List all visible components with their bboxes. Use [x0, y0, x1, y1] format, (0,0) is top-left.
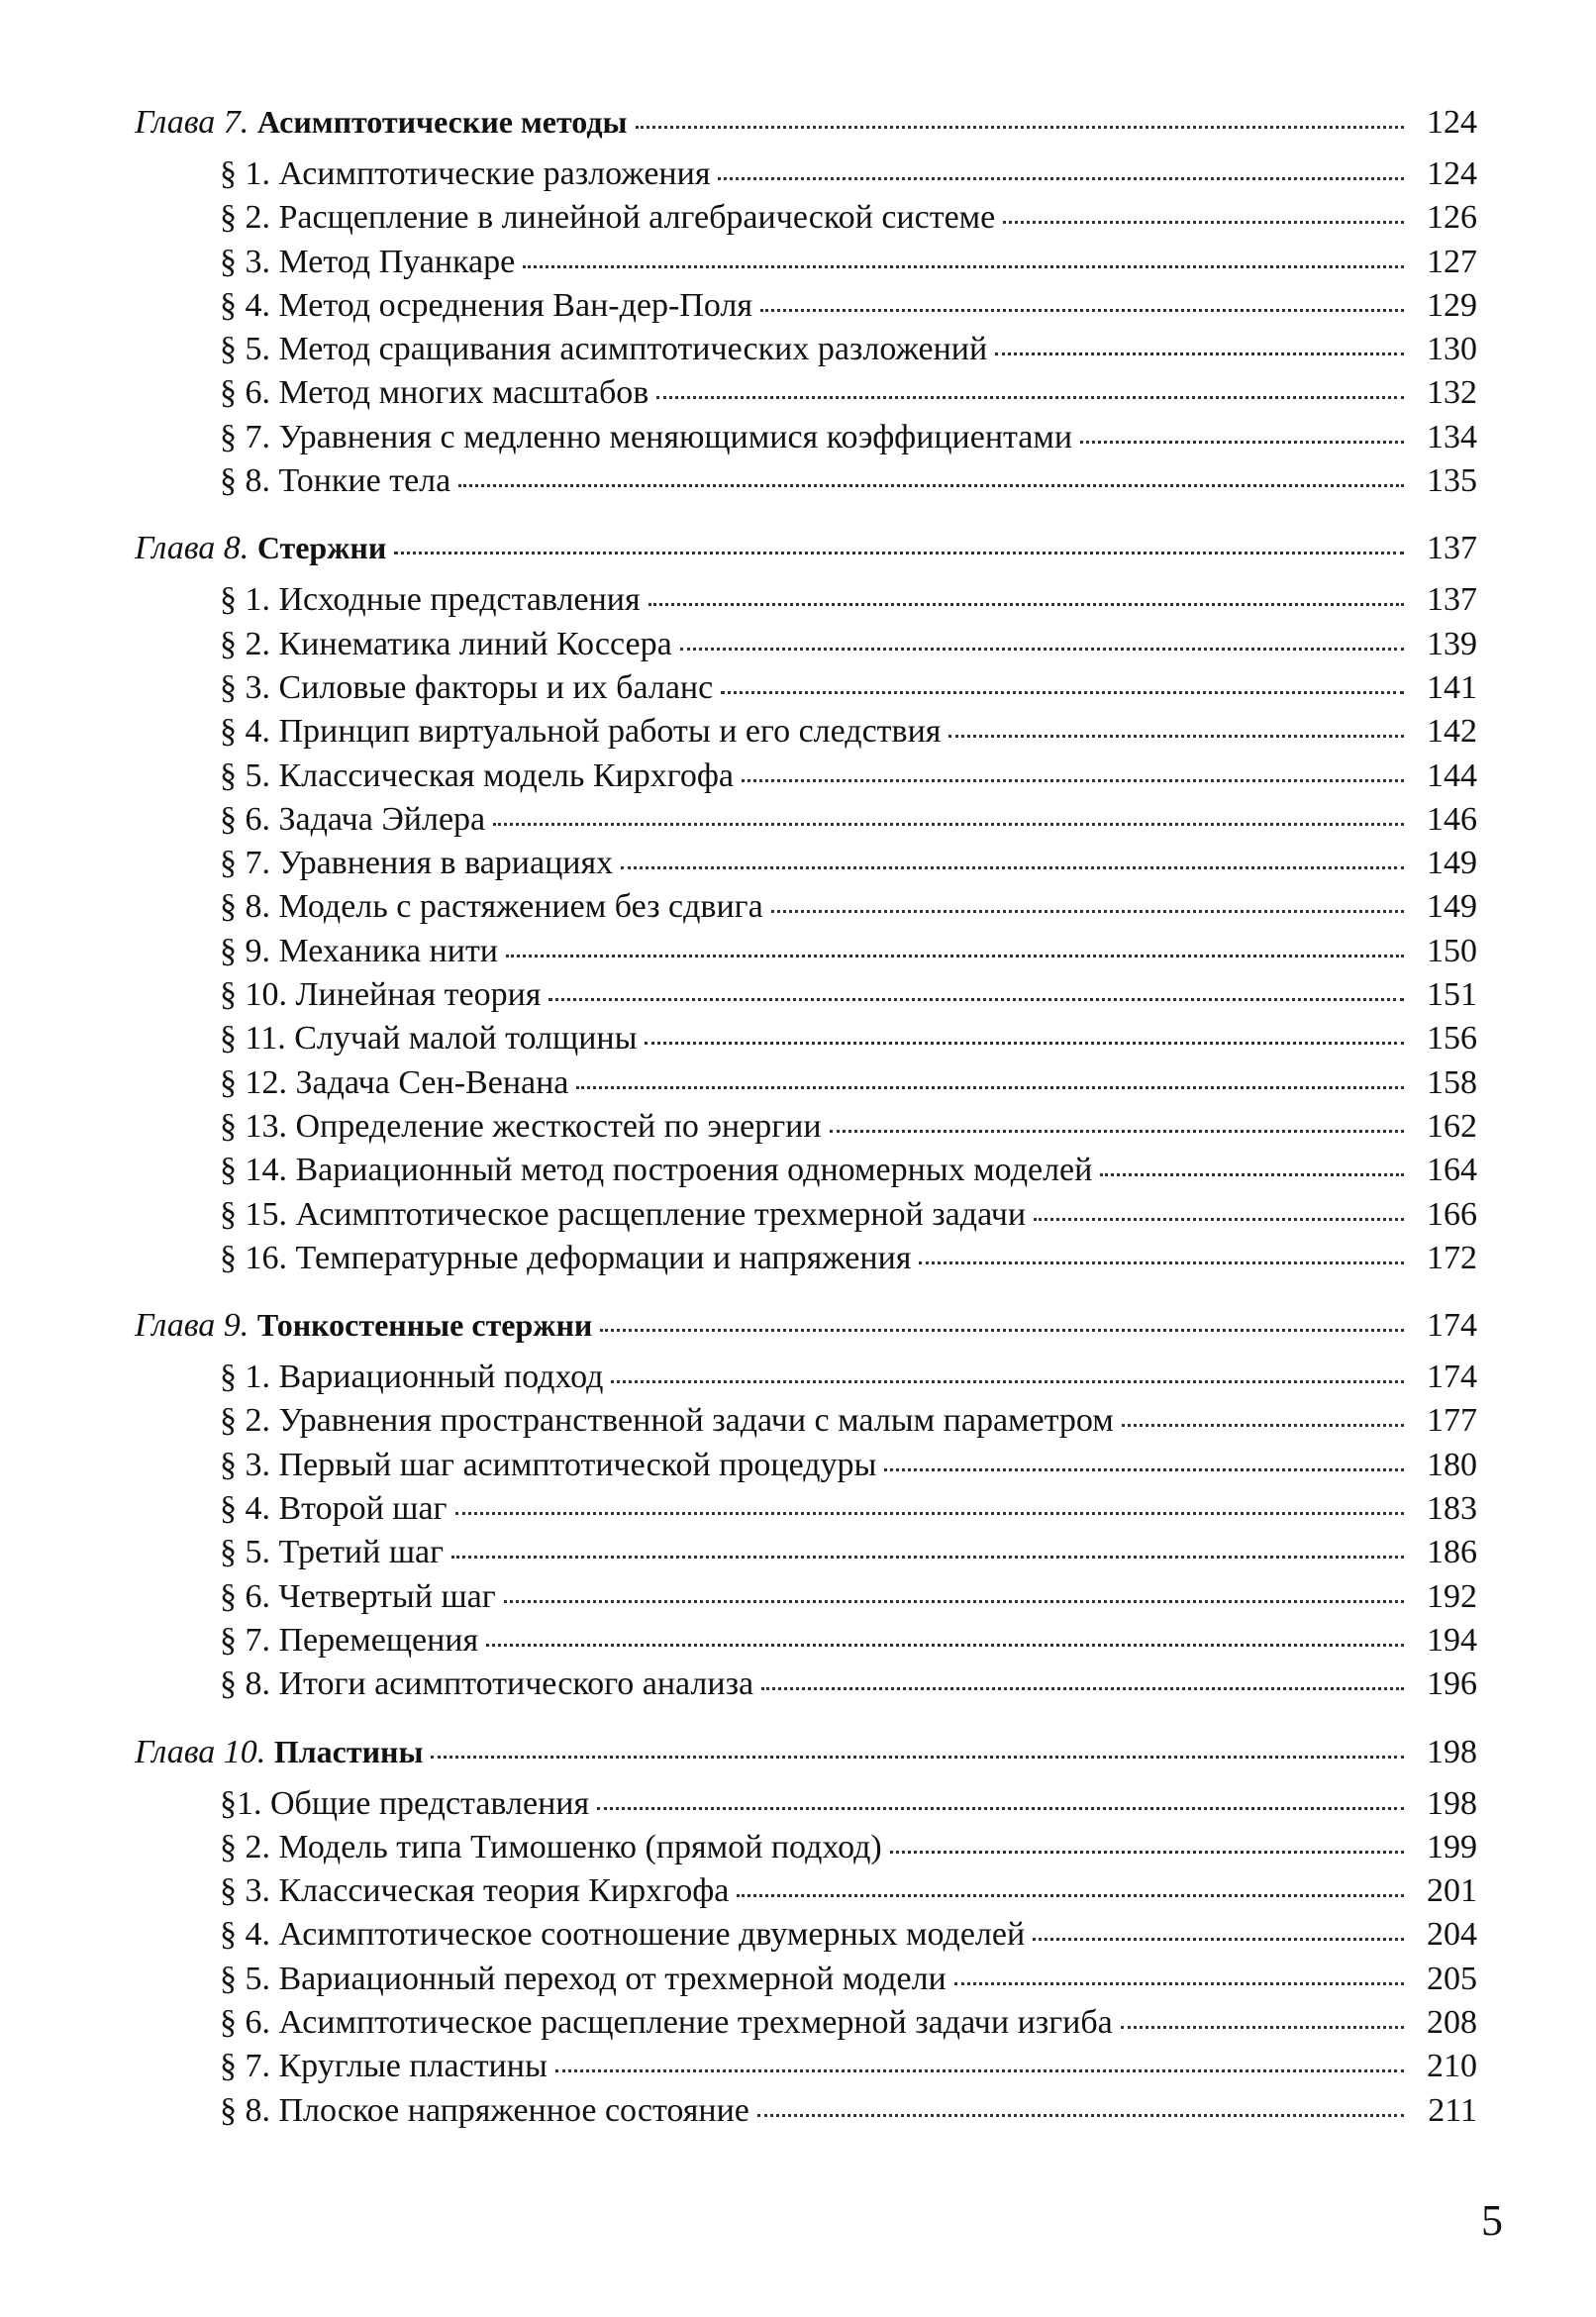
section-label [220, 973, 541, 1017]
section-entry [135, 842, 1477, 885]
section-entry [135, 1826, 1477, 1869]
dot-leader [451, 1554, 1404, 1559]
section-number: § 3. [220, 668, 270, 706]
section-page: 208 [1427, 2003, 1477, 2041]
section-entry [135, 241, 1477, 284]
section-page: 210 [1427, 2048, 1477, 2085]
section-entry [135, 798, 1477, 842]
section-number: § 4. [220, 713, 270, 751]
section-label [220, 1575, 496, 1619]
section-title: Третий шаг [278, 1534, 445, 1571]
section-entry [135, 1356, 1477, 1399]
section-entry [135, 710, 1477, 754]
section-title: Метод осреднения Ван-дер-Поля [278, 286, 753, 324]
section-number: § 12. [220, 1063, 287, 1101]
section-label [220, 798, 485, 842]
section-title: Исходные представления [278, 581, 641, 619]
section-number: § 5. [220, 1960, 270, 1997]
section-number: § 13. [220, 1107, 287, 1145]
chapter-block [135, 517, 1477, 1280]
dot-leader [830, 1128, 1404, 1133]
section-entry [135, 666, 1477, 710]
section-title: Асимптотические разложения [278, 155, 711, 192]
dot-leader [890, 1849, 1404, 1854]
dot-leader [458, 482, 1404, 487]
section-page: 186 [1427, 1534, 1477, 1571]
section-title: Метод многих масштабов [278, 374, 649, 412]
page-number: 5 [1481, 2196, 1503, 2245]
section-entry [135, 1958, 1477, 2001]
table-of-contents [135, 91, 1477, 2147]
dot-leader [493, 821, 1404, 826]
section-number: § 3. [220, 1446, 270, 1483]
section-title: Задача Эйлера [278, 800, 486, 838]
section-label [220, 1149, 1092, 1192]
section-entry [135, 930, 1477, 973]
section-title: Уравнения с медленно меняющимися коэффициентами [278, 418, 1073, 455]
section-title: Модель типа Тимошенко (прямой подход) [278, 1828, 882, 1865]
dot-leader [600, 1327, 1404, 1332]
section-label [220, 666, 713, 710]
dot-leader [636, 124, 1405, 129]
dot-leader [761, 1685, 1404, 1690]
section-page: 174 [1427, 1359, 1477, 1396]
section-number: § 8. [220, 462, 270, 500]
section-label [220, 459, 450, 503]
section-page: 151 [1427, 976, 1477, 1014]
section-title: Тонкие тела [278, 462, 451, 500]
section-page: 162 [1427, 1107, 1477, 1145]
dot-leader [1122, 1422, 1404, 1427]
section-number: § 1. [220, 155, 270, 192]
section-page: 150 [1427, 932, 1477, 969]
section-page: 134 [1427, 418, 1477, 455]
section-title: Классическая модель Кирхгофа [278, 756, 734, 794]
section-number: § 15. [220, 1195, 287, 1233]
section-page: 204 [1427, 1916, 1477, 1954]
section-page: 201 [1427, 1872, 1477, 1910]
section-title: Второй шаг [278, 1490, 448, 1528]
chapter-number: Глава 10. [135, 1733, 266, 1770]
dot-leader [1033, 1936, 1404, 1941]
section-title: Уравнения пространственной задачи с малым параметром [278, 1402, 1114, 1440]
section-number: § 2. [220, 625, 270, 662]
dot-leader [954, 1980, 1404, 1985]
section-page: 132 [1427, 374, 1477, 412]
dot-leader [394, 550, 1404, 554]
section-title: Уравнения в вариациях [278, 845, 614, 882]
section-label [220, 623, 672, 666]
section-label [220, 1237, 911, 1280]
section-title: Принцип виртуальной работы и его следствия [278, 713, 942, 751]
dot-leader [455, 1510, 1405, 1515]
chapter-title: Тонкостенные стержни [256, 1307, 593, 1344]
section-entry [135, 2089, 1477, 2133]
section-label [220, 2045, 548, 2088]
chapter-label [135, 1721, 423, 1783]
section-label [220, 842, 613, 885]
chapter-block [135, 91, 1477, 503]
section-page: 127 [1427, 243, 1477, 280]
chapter-heading [135, 1721, 1477, 1782]
section-entry [135, 885, 1477, 929]
dot-leader [576, 1084, 1404, 1089]
section-title: Асимптотическое расщепление трехмерной задачи изгиба [278, 2003, 1113, 2041]
section-title: Механика нити [278, 932, 498, 969]
section-entry [135, 2045, 1477, 2088]
section-number: § 4. [220, 1916, 270, 1954]
section-number: § 7. [220, 2048, 270, 2085]
section-label [220, 1913, 1025, 1957]
dot-leader [737, 1892, 1404, 1897]
section-page: 124 [1427, 155, 1477, 192]
section-label [220, 578, 641, 622]
section-page: 139 [1427, 625, 1477, 662]
section-entry [135, 1913, 1477, 1957]
section-number: § 6. [220, 1577, 270, 1615]
chapter-label [135, 517, 386, 579]
section-number: § 11. [220, 1020, 286, 1058]
section-number: § 6. [220, 800, 270, 838]
section-number: § 6. [220, 374, 270, 412]
section-number: § 16. [220, 1239, 287, 1276]
section-entry [135, 1619, 1477, 1662]
chapter-page: 137 [1427, 530, 1477, 567]
section-entry [135, 1237, 1477, 1280]
section-number: § 4. [220, 286, 270, 324]
section-page: 135 [1427, 462, 1477, 500]
dot-leader [718, 175, 1404, 180]
chapter-heading [135, 1294, 1477, 1356]
dot-leader [656, 394, 1404, 399]
section-label [220, 2001, 1113, 2045]
section-title: Общие представления [270, 1784, 590, 1822]
section-label [220, 1619, 478, 1662]
dot-leader [621, 864, 1404, 869]
section-title: Первый шаг асимптотической процедуры [278, 1446, 877, 1483]
section-entry [135, 1105, 1477, 1149]
section-label [220, 1105, 822, 1149]
dot-leader [919, 1259, 1404, 1264]
dot-leader [549, 996, 1404, 1001]
dot-leader [597, 1805, 1404, 1810]
dot-leader [771, 908, 1404, 913]
section-page: 198 [1427, 1784, 1477, 1822]
section-label [220, 1958, 947, 2001]
chapter-block [135, 1294, 1477, 1706]
section-page: 156 [1427, 1020, 1477, 1058]
dot-leader [611, 1378, 1404, 1383]
section-entry [135, 1444, 1477, 1487]
section-entry [135, 416, 1477, 459]
section-label [220, 710, 941, 754]
section-entry [135, 1193, 1477, 1237]
section-title: Кинематика линий Коссера [278, 625, 672, 662]
section-page: 180 [1427, 1446, 1477, 1483]
section-entry [135, 623, 1477, 666]
chapter-label [135, 1294, 592, 1357]
dot-leader [760, 307, 1404, 312]
dot-leader [757, 2112, 1404, 2117]
section-number: § 4. [220, 1490, 270, 1528]
section-page: 177 [1427, 1402, 1477, 1440]
chapter-block [135, 1721, 1477, 2133]
section-title: Метод сращивания асимптотических разложений [278, 331, 988, 368]
section-number: § 8. [220, 1665, 270, 1703]
dot-leader [721, 689, 1404, 694]
section-label [220, 755, 734, 798]
section-page: 142 [1427, 713, 1477, 751]
section-entry [135, 2001, 1477, 2045]
section-entry [135, 1531, 1477, 1574]
section-label [220, 1017, 637, 1060]
section-number: § 2. [220, 1402, 270, 1440]
section-entry [135, 1869, 1477, 1913]
section-entry [135, 1487, 1477, 1531]
dot-leader [680, 646, 1404, 651]
chapter-page: 198 [1427, 1733, 1477, 1770]
section-entry [135, 1575, 1477, 1619]
chapter-heading [135, 91, 1477, 152]
section-page: 158 [1427, 1063, 1477, 1101]
section-title: Расщепление в линейной алгебраической системе [278, 199, 996, 237]
section-number: § 5. [220, 331, 270, 368]
section-page: 172 [1427, 1239, 1477, 1276]
section-title: Асимптотическое соотношение двумерных моделей [278, 1916, 1026, 1954]
chapter-title: Стержни [256, 530, 387, 566]
section-page: 144 [1427, 756, 1477, 794]
section-page: 137 [1427, 581, 1477, 619]
section-title: Вариационный метод построения одномерных моделей [295, 1152, 1093, 1189]
section-number: § 10. [220, 976, 287, 1014]
section-title: Метод Пуанкаре [278, 243, 516, 280]
section-entry [135, 152, 1477, 196]
section-number: § 9. [220, 932, 270, 969]
section-title: Линейная теория [295, 976, 542, 1014]
chapter-title: Пластины [273, 1733, 424, 1769]
dot-leader [648, 601, 1404, 606]
section-number: § 2. [220, 1828, 270, 1865]
section-label [220, 371, 648, 415]
section-title: Силовые факторы и их баланс [278, 668, 714, 706]
section-label [220, 328, 987, 371]
section-entry [135, 1399, 1477, 1443]
section-entry [135, 1149, 1477, 1192]
section-page: 196 [1427, 1665, 1477, 1703]
section-label [220, 1826, 882, 1869]
section-number: § 7. [220, 418, 270, 455]
dot-leader [504, 1598, 1404, 1603]
section-number: § 6. [220, 2003, 270, 2041]
dot-leader [742, 777, 1404, 782]
section-entry [135, 1782, 1477, 1826]
dot-leader [1100, 1171, 1404, 1176]
section-number: § 7. [220, 845, 270, 882]
dot-leader [1034, 1216, 1404, 1221]
section-label [220, 2089, 749, 2133]
section-page: 192 [1427, 1577, 1477, 1615]
dot-leader [884, 1466, 1404, 1471]
section-page: 129 [1427, 286, 1477, 324]
section-title: Случай малой толщины [294, 1020, 638, 1058]
section-page: 205 [1427, 1960, 1477, 1997]
dot-leader [1080, 439, 1404, 444]
chapter-heading [135, 517, 1477, 578]
section-label [220, 241, 515, 284]
section-title: Задача Сен-Венана [295, 1063, 569, 1101]
dot-leader [948, 733, 1404, 738]
section-entry [135, 1662, 1477, 1706]
section-label [220, 1662, 753, 1706]
section-entry [135, 578, 1477, 622]
section-entry [135, 328, 1477, 371]
section-page: 149 [1427, 888, 1477, 926]
section-entry [135, 1017, 1477, 1060]
section-title: Вариационный подход [278, 1359, 604, 1396]
section-number: § 3. [220, 243, 270, 280]
section-entry [135, 1061, 1477, 1105]
section-label [220, 1487, 448, 1531]
section-title: Итоги асимптотического анализа [278, 1665, 754, 1703]
section-label [220, 1869, 729, 1913]
section-title: Классическая теория Кирхгофа [278, 1872, 730, 1910]
section-page: 194 [1427, 1621, 1477, 1659]
section-title: Круглые пластины [278, 2048, 548, 2085]
chapter-title: Асимптотические методы [256, 104, 628, 140]
chapter-label [135, 91, 628, 153]
section-title: Определение жесткостей по энергии [295, 1107, 822, 1145]
section-title: Модель с растяжением без сдвига [278, 888, 763, 926]
section-title: Четвертый шаг [278, 1577, 496, 1615]
section-entry [135, 459, 1477, 503]
section-number: § 2. [220, 199, 270, 237]
section-entry [135, 973, 1477, 1017]
section-entry [135, 755, 1477, 798]
chapter-number: Глава 7. [135, 104, 249, 141]
section-page: 211 [1428, 2091, 1477, 2129]
section-page: 130 [1427, 331, 1477, 368]
section-number: § 7. [220, 1621, 270, 1659]
chapter-page: 174 [1427, 1307, 1477, 1345]
section-label [220, 1061, 568, 1105]
section-number: § 1. [220, 581, 270, 619]
section-number: § 1. [220, 1359, 270, 1396]
dot-leader [555, 2067, 1404, 2072]
section-number: § 8. [220, 888, 270, 926]
section-number: § 8. [220, 2091, 270, 2129]
section-label [220, 1356, 603, 1399]
chapter-number: Глава 8. [135, 530, 249, 567]
chapter-number: Глава 9. [135, 1307, 249, 1345]
section-label [220, 930, 498, 973]
section-number: § 5. [220, 1534, 270, 1571]
section-page: 126 [1427, 199, 1477, 237]
dot-leader [1003, 219, 1404, 224]
section-label [220, 1531, 444, 1574]
section-page: 183 [1427, 1490, 1477, 1528]
section-title: Вариационный переход от трехмерной модели [278, 1960, 947, 1997]
dot-leader [645, 1040, 1404, 1045]
dot-leader [506, 953, 1404, 957]
section-number: §1. [220, 1784, 262, 1822]
section-label [220, 1399, 1114, 1443]
section-label [220, 416, 1072, 459]
section-page: 199 [1427, 1828, 1477, 1865]
section-entry [135, 284, 1477, 328]
section-title: Температурные деформации и напряжения [295, 1239, 912, 1276]
section-number: § 5. [220, 756, 270, 794]
section-title: Асимптотическое расщепление трехмерной задачи [295, 1195, 1027, 1233]
section-title: Перемещения [278, 1621, 479, 1659]
section-number: § 14. [220, 1152, 287, 1189]
dot-leader [486, 1642, 1404, 1647]
dot-leader [995, 351, 1404, 355]
dot-leader [1121, 2024, 1404, 2029]
section-page: 149 [1427, 845, 1477, 882]
section-label [220, 196, 995, 240]
section-label [220, 1193, 1026, 1237]
section-page: 141 [1427, 668, 1477, 706]
section-page: 146 [1427, 800, 1477, 838]
dot-leader [431, 1754, 1404, 1759]
dot-leader [523, 263, 1404, 268]
section-page: 166 [1427, 1195, 1477, 1233]
section-label [220, 1444, 876, 1487]
section-label [220, 885, 763, 929]
chapter-page: 124 [1427, 104, 1477, 141]
section-number: § 3. [220, 1872, 270, 1910]
section-page: 164 [1427, 1152, 1477, 1189]
section-label [220, 1782, 589, 1826]
section-title: Плоское напряженное состояние [278, 2091, 749, 2129]
section-label [220, 284, 752, 328]
section-entry [135, 371, 1477, 415]
section-label [220, 152, 710, 196]
section-entry [135, 196, 1477, 240]
